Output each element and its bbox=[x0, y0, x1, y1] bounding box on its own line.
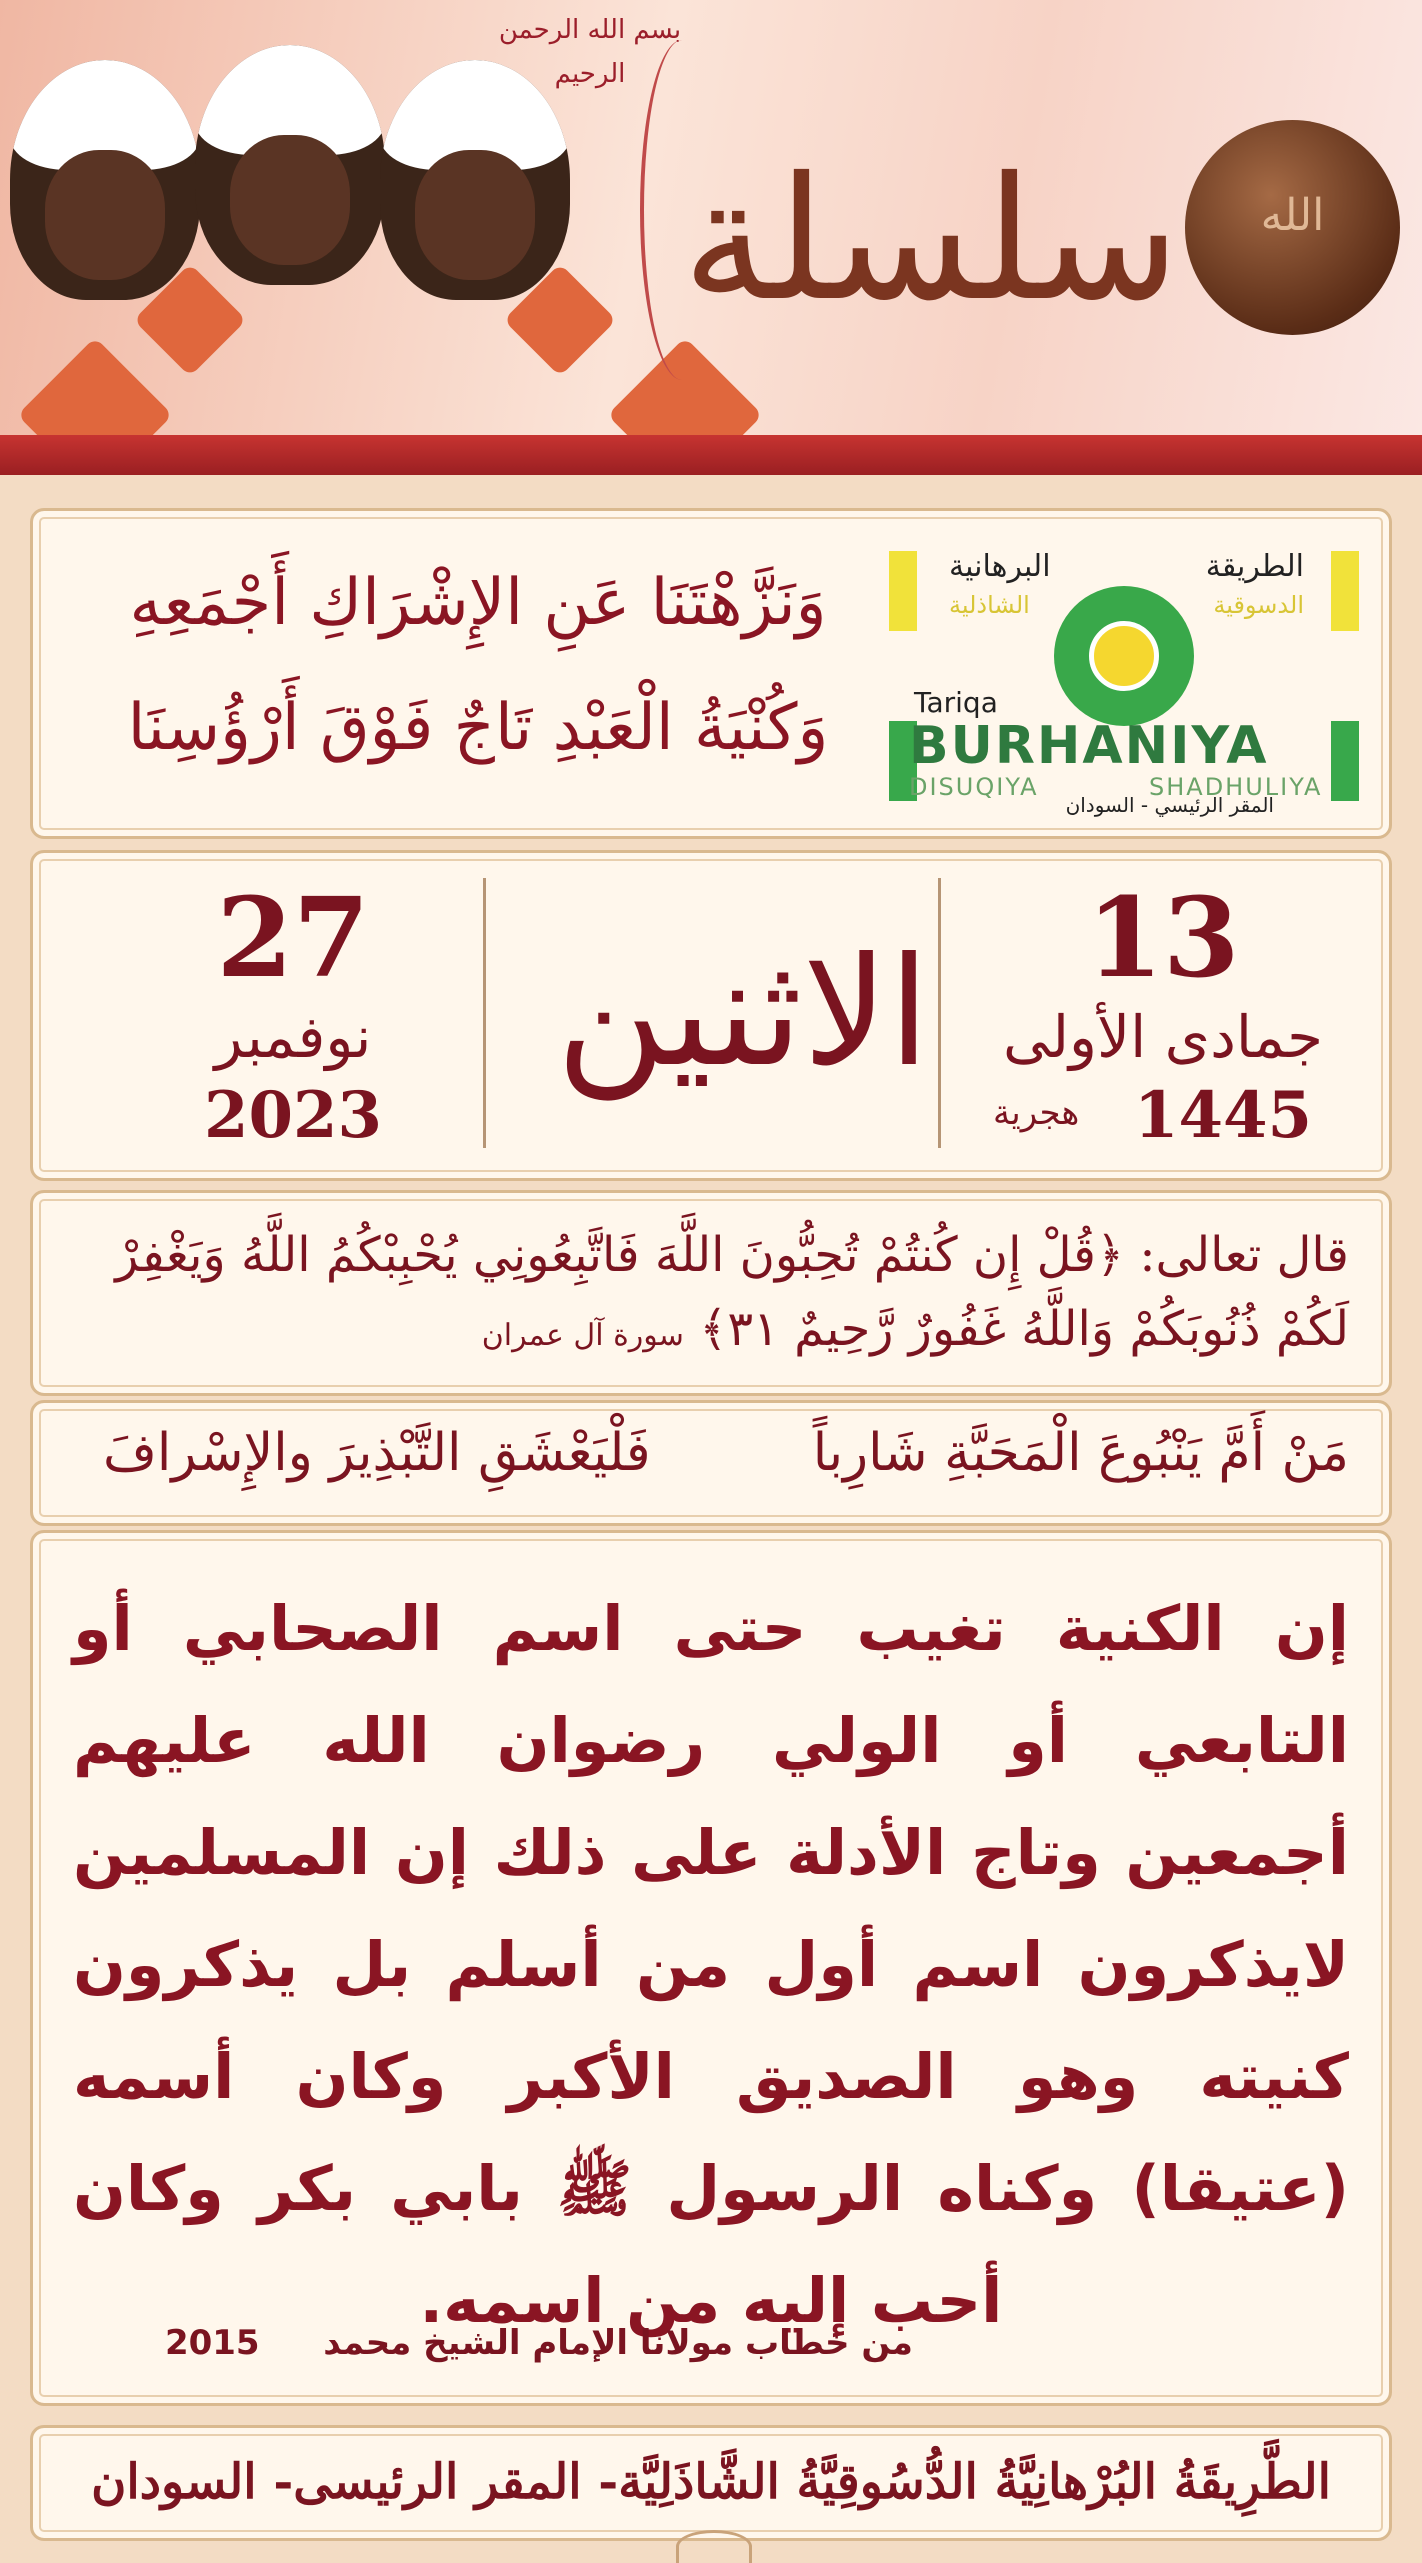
poem-first-hemistich: مَنْ أَمَّ يَنْبُوعَ الْمَحَبَّةِ شَارِباً bbox=[812, 1423, 1349, 1483]
portrait-center bbox=[195, 45, 385, 285]
bottom-ornament bbox=[676, 2530, 752, 2563]
logo-ar-dusuqiya: الدسوقية bbox=[1213, 591, 1304, 619]
logo-tariqa: Tariqa bbox=[914, 686, 998, 719]
logo-yellow-bar bbox=[889, 551, 917, 631]
gregorian-year: 2023 bbox=[203, 1078, 383, 1153]
source-text: من خطاب مولانا الإمام الشيخ محمد bbox=[323, 2323, 913, 2363]
gregorian-day: 27 bbox=[216, 873, 370, 1002]
series-title: سلسلة bbox=[682, 141, 1180, 339]
burhaniya-logo bbox=[889, 531, 1359, 816]
quran-text: قال تعالى: ﴿قُلْ إِن كُنتُمْ تُحِبُّونَ اللَّهَ فَاتَّبِعُونِي يُحْبِبْكُمُ اللَّهُ وَيَغْفِرْ لَكُمْ ذُنُوبَكُمْ وَاللَّهُ غَفُورٌ رَّحِيمٌ ٣١﴾ bbox=[115, 1227, 1349, 1357]
divider bbox=[483, 878, 486, 1148]
quran-verse bbox=[73, 1218, 1349, 1373]
date-panel bbox=[30, 850, 1392, 1181]
logo-ar-shadhuliya: الشاذلية bbox=[949, 591, 1030, 619]
logo-emblem-icon bbox=[1054, 586, 1194, 726]
sura-name: سورة آل عمران bbox=[481, 1318, 684, 1353]
divider bbox=[938, 878, 941, 1148]
poem-second-hemistich: فَلْيَعْشَقِ التَّبْذِيرَ والإِسْرافَ bbox=[103, 1423, 651, 1483]
footer-text: الطَّرِيقَةُ البُرْهانِيَّةُ الدُّسُوقِيَّةُ الشَّاذَلِيَّة- المقر الرئيسى- السودان bbox=[91, 2454, 1331, 2510]
basmala: بسم الله الرحمن الرحيم bbox=[498, 15, 682, 89]
verse-line-2: وَكُنْيَةُ الْعَبْدِ تَاجٌ فَوْقَ أَرْؤُسِنَا bbox=[127, 691, 829, 765]
verse-line-1: وَنَزَّهْتَنَا عَنِ الإِشْرَاكِ أَجْمَعِهِ bbox=[129, 566, 827, 640]
weekday: الاثنين bbox=[556, 926, 930, 1100]
hijri-year: 1445 bbox=[1133, 1078, 1313, 1153]
logo-green-bar bbox=[1331, 721, 1359, 801]
logo-ar-burhaniya: البرهانية bbox=[949, 549, 1051, 584]
body-text: إن الكنية تغيب حتى اسم الصحابي أو التابعي أو الولي رضوان الله عليهم أجمعين وتاج الأدلة على ذلك إن المسلمين لايذكرون اسم أول من أسلم بل يذكرون كنيته وهو الصديق الأكبر وكان أسمه (عتيقا) وكناه الرسول ﷺ بابي بكر وكان أحب إليه من اسمه. bbox=[73, 1592, 1349, 2337]
portrait-right bbox=[380, 60, 570, 300]
poem-panel bbox=[30, 1400, 1392, 1526]
body-panel bbox=[30, 1530, 1392, 2406]
footer-panel bbox=[30, 2425, 1392, 2541]
header-stripe bbox=[0, 435, 1422, 475]
verse-panel bbox=[30, 508, 1392, 839]
gregorian-month: نوفمبر bbox=[214, 1003, 372, 1071]
hijri-month: جمادى الأولى bbox=[1003, 1003, 1323, 1071]
logo-brand: BURHANIYA bbox=[909, 716, 1269, 776]
source-line bbox=[113, 2323, 913, 2363]
hijri-day: 13 bbox=[1086, 873, 1240, 1002]
logo-hq: المقر الرئيسي - السودان bbox=[1065, 793, 1274, 817]
logo-shadhuliya: SHADHULIYA bbox=[1149, 773, 1323, 801]
logo-yellow-bar bbox=[1331, 551, 1359, 631]
seal-coin bbox=[1185, 120, 1400, 335]
quran-panel bbox=[30, 1190, 1392, 1396]
coin-inscription: الله bbox=[1260, 190, 1325, 241]
logo-disuqiya: DISUQIYA bbox=[909, 773, 1039, 801]
header-banner bbox=[0, 0, 1422, 475]
portrait-left bbox=[10, 60, 200, 300]
hijri-label: هجرية bbox=[993, 1093, 1080, 1133]
logo-ar-tariqa: الطريقة bbox=[1205, 549, 1304, 584]
source-year: 2015 bbox=[164, 2323, 260, 2363]
